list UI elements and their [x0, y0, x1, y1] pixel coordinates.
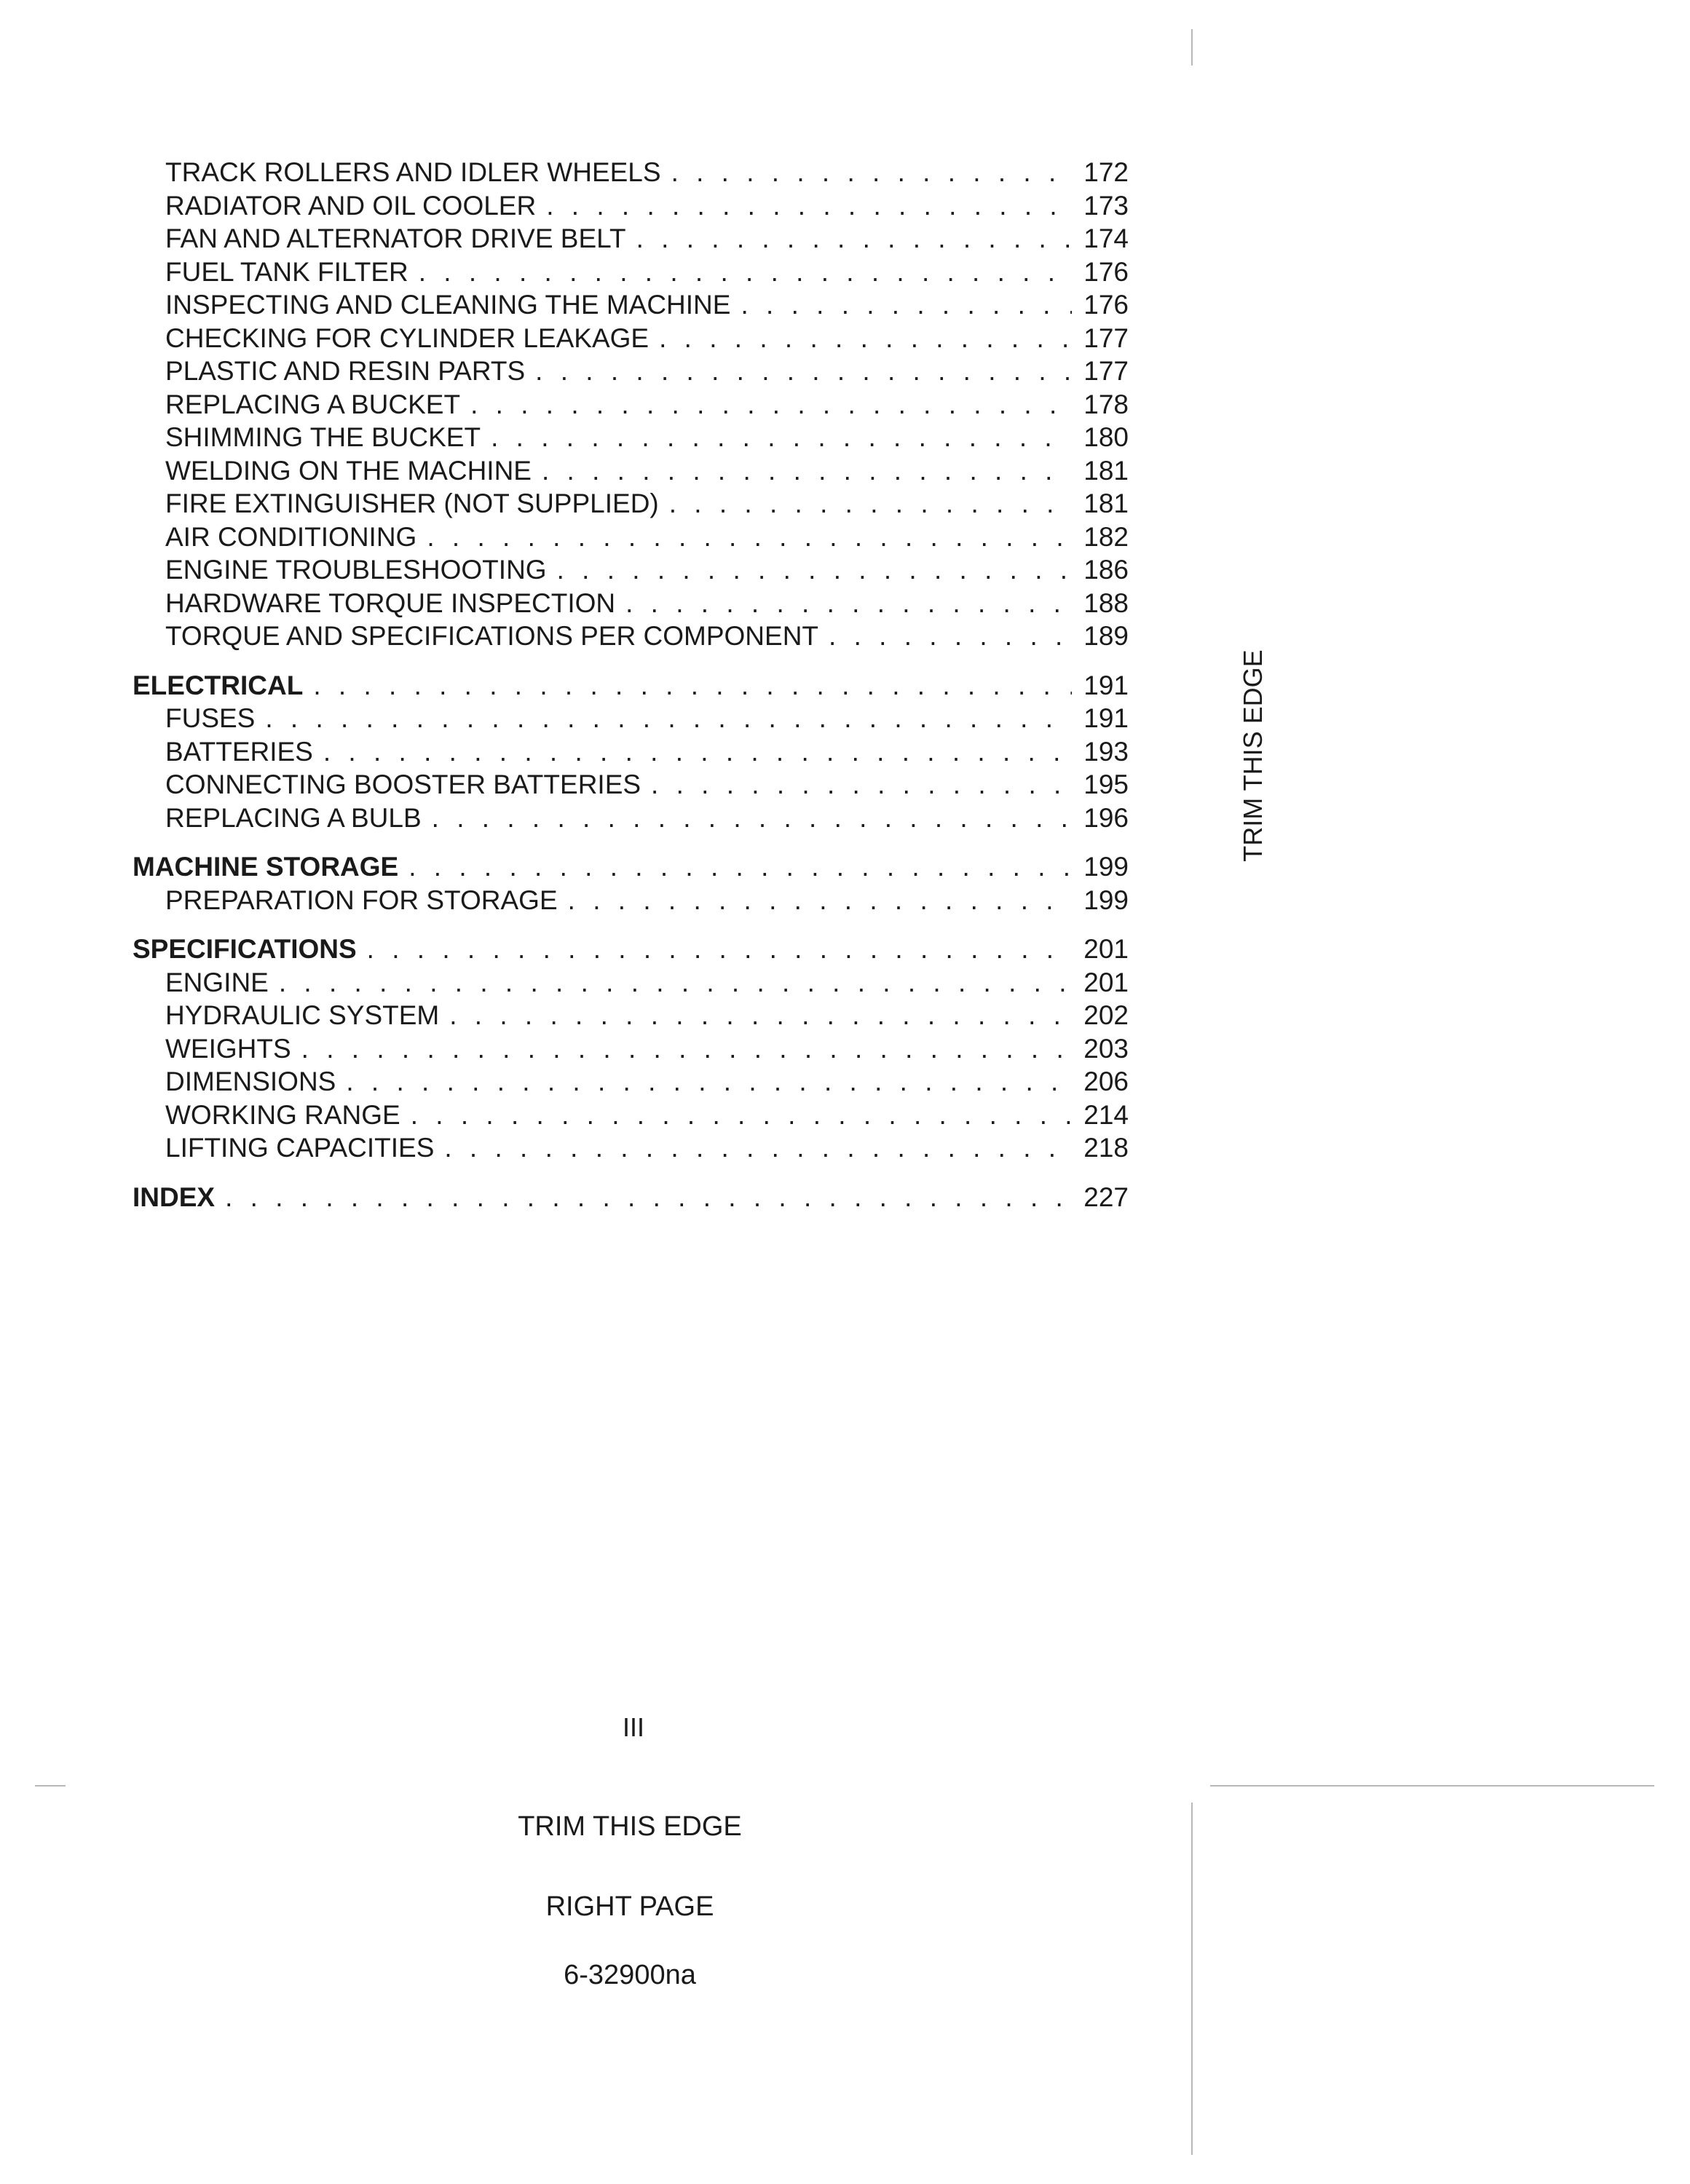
toc-entry-page: 201	[1083, 967, 1129, 997]
dot-leader	[568, 884, 1072, 917]
toc-entry-row[interactable]	[133, 454, 1129, 488]
toc-entry-page: 214	[1083, 1099, 1129, 1130]
toc-entry-row[interactable]	[133, 884, 1129, 917]
toc-entry-title: PLASTIC AND RESIN PARTS	[165, 356, 526, 386]
toc-entry-page: 189	[1083, 621, 1129, 651]
footer-doc-code: 6-32900na	[564, 1960, 696, 1990]
dot-leader	[542, 454, 1072, 488]
toc-entry-page: 188	[1083, 587, 1129, 618]
toc-entry-page: 202	[1083, 1000, 1129, 1030]
toc-entry-title: PREPARATION FOR STORAGE	[165, 885, 558, 915]
toc-entry-page: 180	[1083, 422, 1129, 452]
toc-entry-title: CHECKING FOR CYLINDER LEAKAGE	[165, 323, 649, 353]
toc-entry-row[interactable]	[133, 999, 1129, 1032]
toc-entry-title: REPLACING A BUCKET	[165, 389, 461, 419]
dot-leader	[491, 421, 1072, 454]
dot-leader	[557, 553, 1072, 587]
toc-entry-title: AIR CONDITIONING	[165, 521, 417, 552]
crop-mark-left	[35, 1785, 66, 1787]
toc-entry-title: WEIGHTS	[165, 1033, 291, 1064]
toc-entry-row[interactable]	[133, 1032, 1129, 1066]
toc-entry-row[interactable]	[133, 966, 1129, 1000]
toc-entry-row[interactable]	[133, 620, 1129, 653]
toc-entry-row[interactable]	[133, 189, 1129, 223]
toc-section-row[interactable]	[133, 850, 1129, 884]
dot-leader	[367, 933, 1072, 966]
toc-entry-row[interactable]	[133, 487, 1129, 521]
dot-leader	[651, 768, 1072, 802]
dot-leader	[636, 222, 1072, 256]
toc-entry-page: 218	[1083, 1133, 1129, 1163]
toc-entry-row[interactable]	[133, 1065, 1129, 1099]
dot-leader	[346, 1065, 1072, 1099]
toc-entry-title: FUEL TANK FILTER	[165, 256, 408, 287]
page-number: III	[622, 1712, 644, 1742]
dot-leader	[301, 1032, 1072, 1066]
crop-mark-top	[1191, 29, 1193, 66]
dot-leader	[279, 966, 1072, 1000]
toc-entry-title: INSPECTING AND CLEANING THE MACHINE	[165, 290, 731, 320]
toc-entry-page: 203	[1083, 1033, 1129, 1064]
toc-entry-page: 196	[1083, 802, 1129, 833]
dot-leader	[535, 355, 1072, 388]
toc-section-row[interactable]	[133, 933, 1129, 966]
toc-entry-row[interactable]	[133, 1099, 1129, 1132]
toc-section-row[interactable]	[133, 669, 1129, 703]
dot-leader	[313, 669, 1072, 703]
toc-entry-title: CONNECTING BOOSTER BATTERIES	[165, 769, 641, 799]
toc-entry-row[interactable]	[133, 1131, 1129, 1165]
toc-entry-title: MACHINE STORAGE	[133, 852, 399, 882]
toc-entry-page: 174	[1083, 223, 1129, 253]
toc-entry-page: 176	[1083, 290, 1129, 320]
dot-leader	[427, 521, 1072, 554]
toc-entry-page: 176	[1083, 256, 1129, 287]
crop-mark-bottom	[1191, 1803, 1193, 2155]
toc-entry-page: 177	[1083, 323, 1129, 353]
dot-leader	[449, 999, 1072, 1032]
toc-entry-title: DIMENSIONS	[165, 1067, 336, 1096]
toc-entry-title: INDEX	[133, 1182, 216, 1212]
table-of-contents	[133, 156, 1129, 1214]
side-trim-label: TRIM THIS EDGE	[1238, 649, 1268, 862]
toc-entry-row[interactable]	[133, 768, 1129, 802]
toc-entry-page: 191	[1083, 670, 1129, 700]
toc-entry-page: 186	[1083, 555, 1129, 585]
toc-entry-title: FAN AND ALTERNATOR DRIVE BELT	[165, 223, 626, 253]
toc-entry-row[interactable]	[133, 587, 1129, 620]
toc-entry-title: HARDWARE TORQUE INSPECTION	[165, 587, 616, 618]
toc-entry-page: 199	[1083, 852, 1129, 882]
crop-mark-right	[1210, 1785, 1654, 1787]
dot-leader	[265, 702, 1072, 735]
toc-entry-row[interactable]	[133, 256, 1129, 289]
dot-leader	[741, 288, 1072, 322]
toc-entry-row[interactable]	[133, 355, 1129, 388]
toc-entry-row[interactable]	[133, 288, 1129, 322]
toc-entry-row[interactable]	[133, 388, 1129, 422]
dot-leader	[323, 735, 1072, 769]
toc-entry-title: FUSES	[165, 703, 256, 733]
toc-entry-title: TRACK ROLLERS AND IDLER WHEELS	[165, 157, 661, 187]
toc-entry-title: WORKING RANGE	[165, 1099, 400, 1130]
toc-entry-row[interactable]	[133, 421, 1129, 454]
toc-entry-page: 227	[1083, 1182, 1129, 1212]
toc-entry-title: LIFTING CAPACITIES	[165, 1133, 435, 1163]
toc-entry-row[interactable]	[133, 322, 1129, 355]
toc-entry-page: 199	[1083, 885, 1129, 915]
toc-entry-row[interactable]	[133, 735, 1129, 769]
dot-leader	[625, 587, 1072, 620]
dot-leader	[408, 850, 1072, 884]
toc-entry-page: 172	[1083, 157, 1129, 187]
toc-entry-row[interactable]	[133, 802, 1129, 835]
footer-trim-label: TRIM THIS EDGE	[518, 1811, 742, 1842]
toc-entry-title: ENGINE	[165, 967, 269, 997]
footer-page-side: RIGHT PAGE	[545, 1891, 714, 1922]
toc-entry-title: ENGINE TROUBLESHOOTING	[165, 555, 547, 585]
dot-leader	[546, 189, 1072, 223]
dot-leader	[419, 256, 1072, 289]
toc-entry-row[interactable]	[133, 222, 1129, 256]
toc-entry-page: 182	[1083, 521, 1129, 552]
toc-entry-title: ELECTRICAL	[133, 670, 304, 700]
toc-entry-title: HYDRAULIC SYSTEM	[165, 1000, 440, 1030]
toc-entry-title: SPECIFICATIONS	[133, 934, 357, 964]
dot-leader	[659, 322, 1072, 355]
toc-entry-page: 178	[1083, 389, 1129, 419]
toc-entry-row[interactable]	[133, 553, 1129, 587]
dot-leader	[444, 1131, 1072, 1165]
toc-entry-page: 177	[1083, 356, 1129, 386]
toc-entry-title: FIRE EXTINGUISHER (NOT SUPPLIED)	[165, 488, 659, 518]
toc-entry-title: RADIATOR AND OIL COOLER	[165, 190, 537, 221]
toc-entry-page: 206	[1083, 1067, 1129, 1096]
toc-entry-page: 195	[1083, 769, 1129, 799]
toc-entry-page: 191	[1083, 703, 1129, 733]
toc-entry-title: REPLACING A BULB	[165, 802, 422, 833]
toc-entry-title: TORQUE AND SPECIFICATIONS PER COMPONENT	[165, 621, 819, 651]
toc-entry-row[interactable]	[133, 702, 1129, 735]
dot-leader	[470, 388, 1072, 422]
dot-leader	[669, 487, 1072, 521]
toc-entry-page: 193	[1083, 736, 1129, 767]
dot-leader	[411, 1099, 1072, 1132]
toc-entry-page: 181	[1083, 488, 1129, 518]
toc-entry-title: SHIMMING THE BUCKET	[165, 422, 481, 452]
toc-entry-row[interactable]	[133, 521, 1129, 554]
dot-leader	[432, 802, 1072, 835]
toc-entry-page: 181	[1083, 455, 1129, 486]
toc-entry-page: 173	[1083, 190, 1129, 221]
toc-entry-title: BATTERIES	[165, 736, 313, 767]
toc-entry-row[interactable]	[133, 156, 1129, 189]
toc-section-row[interactable]	[133, 1181, 1129, 1214]
toc-entry-page: 201	[1083, 934, 1129, 964]
dot-leader	[829, 620, 1072, 653]
dot-leader	[225, 1181, 1072, 1214]
toc-entry-title: WELDING ON THE MACHINE	[165, 455, 532, 486]
dot-leader	[671, 156, 1072, 189]
